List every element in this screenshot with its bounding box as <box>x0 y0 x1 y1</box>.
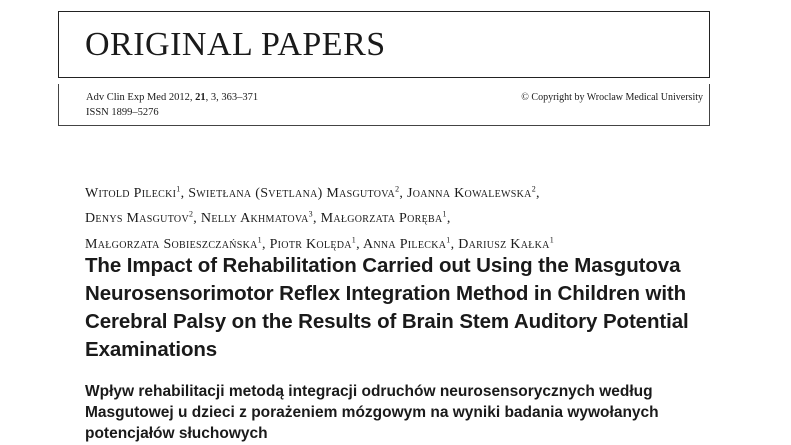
author-name: Witold Pilecki <box>85 185 177 201</box>
citation-line <box>86 90 258 105</box>
author-separator: , <box>180 185 189 201</box>
affiliation-mark: 3 <box>308 209 313 219</box>
author-separator: , <box>356 236 363 252</box>
author-list <box>85 178 735 255</box>
author-name: Denys Masgutov <box>85 211 189 227</box>
author-name: Piotr Kolęda <box>269 236 352 252</box>
author-name: Nelly Akhmatova <box>200 211 309 227</box>
issue-pages: , 3, 363–371 <box>205 92 259 103</box>
author-separator: , <box>536 185 540 201</box>
author <box>363 237 458 252</box>
volume-number: 21 <box>195 92 206 103</box>
affiliation-mark: 1 <box>442 209 447 219</box>
affiliation-mark: 1 <box>446 235 451 245</box>
author-name: Joanna Kowalewska <box>406 185 532 201</box>
article-title-english: The Impact of Rehabilitation Carried out Using the Masgutova Neurosensorimotor Reflex Integration Method in Children with Cerebral Palsy on the Results of Brain Stem Auditory Potential Examinations <box>85 254 689 361</box>
author-separator: , <box>193 211 201 227</box>
author-name: Małgorzata Sobieszczańska <box>85 236 258 252</box>
issn: ISSN 1899–5276 <box>86 107 159 118</box>
author-separator: , <box>312 211 321 227</box>
author <box>270 237 363 252</box>
author <box>85 186 188 201</box>
affiliation-mark: 1 <box>549 235 555 245</box>
affiliation-mark: 1 <box>176 184 181 193</box>
citation-block <box>86 90 258 120</box>
author-name: Małgorzata Poręba <box>320 211 443 227</box>
author <box>458 237 554 252</box>
affiliation-mark: 2 <box>395 184 400 193</box>
journal-name: Adv Clin Exp Med 2012, <box>86 92 193 103</box>
author-separator: , <box>450 236 459 252</box>
author-separator: , <box>446 211 451 227</box>
author-separator: , <box>261 236 270 252</box>
series-title: ORIGINAL PAPERS <box>85 26 386 63</box>
author <box>201 211 321 226</box>
affiliation-mark: 1 <box>257 235 262 245</box>
author-separator: , <box>399 185 407 201</box>
author <box>85 237 270 252</box>
journal-meta <box>58 84 710 126</box>
author <box>407 186 540 201</box>
author <box>85 211 201 226</box>
copyright-notice: © Copyright by Wroclaw Medical University <box>521 92 703 103</box>
author-name: Dariusz Kałka <box>458 236 550 252</box>
author-name: Swietłana (Svetlana) Masgutova <box>188 185 396 201</box>
author-name: Anna Pilecka <box>362 236 447 252</box>
author <box>188 186 407 201</box>
header-box <box>58 11 710 78</box>
article-title-polish: Wpływ rehabilitacji metodą integracji odruchów neurosensorycznych według Masgutowej u dzieci z porażeniem mózgowym na wyniki badania wywołanych potencjałów słuchowych <box>85 383 659 442</box>
affiliation-mark: 2 <box>531 184 536 193</box>
affiliation-mark: 2 <box>188 209 194 219</box>
affiliation-mark: 1 <box>351 235 357 245</box>
author <box>321 211 451 226</box>
